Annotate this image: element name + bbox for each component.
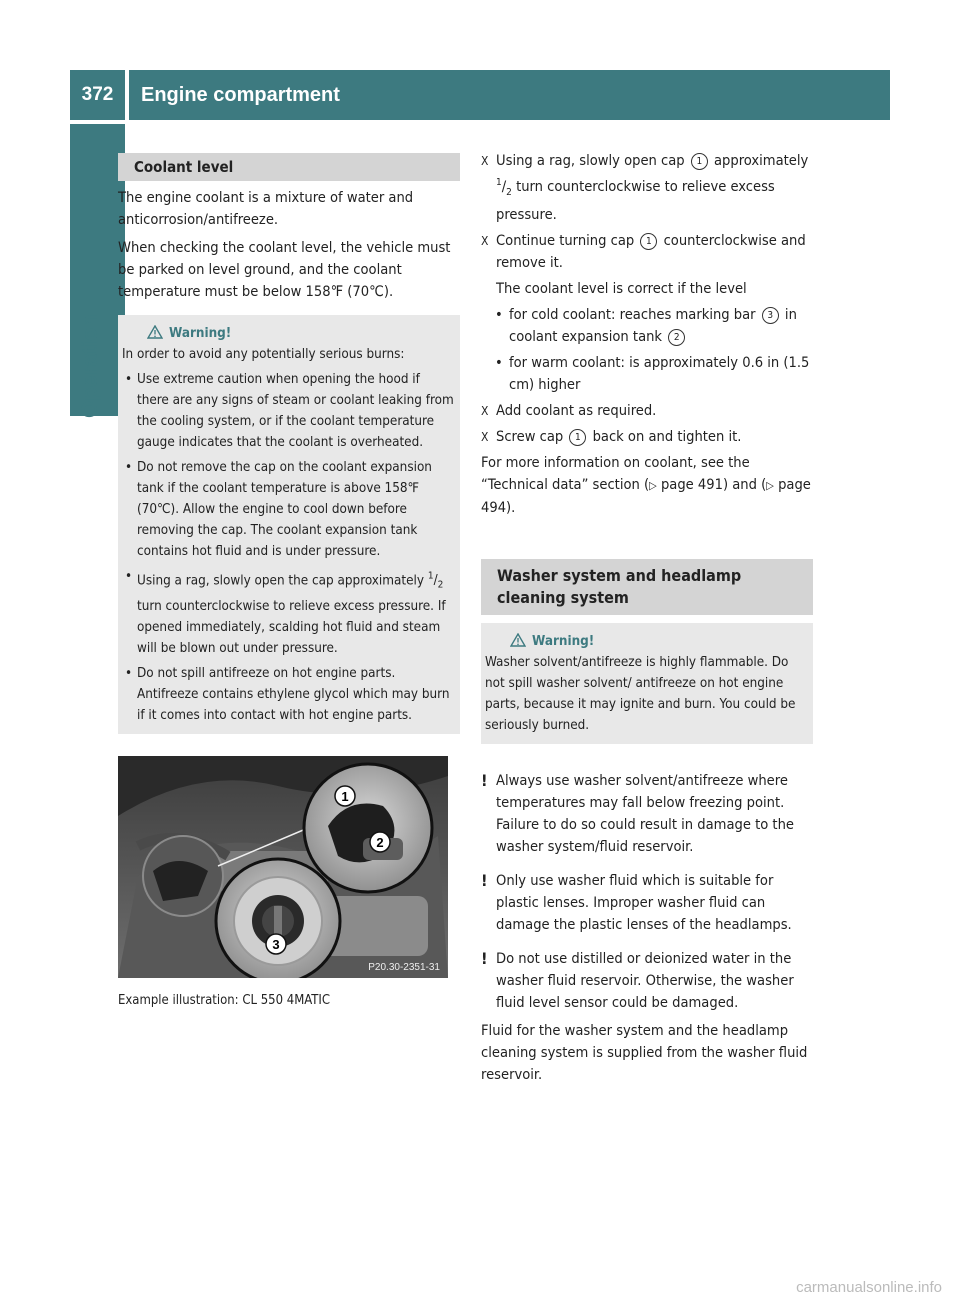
warning-box <box>118 315 460 734</box>
bullet-icon: • <box>495 353 503 371</box>
step-icon: X <box>481 154 489 168</box>
step-icon: X <box>481 429 489 444</box>
page-ref-icon: ▷ <box>766 478 774 492</box>
callout-1 <box>335 786 355 806</box>
bullet-icon: • <box>125 569 133 584</box>
coolant-para-2: When checking the coolant level, the vehicle must be parked on level ground, and the coolant temperature must be below 158℉ (70℃). <box>118 239 451 300</box>
callout-3-icon: 3 <box>762 307 779 324</box>
washer-heading: Washer system and headlamp cleaning system <box>481 559 813 615</box>
callout-1-icon: 1 <box>569 429 586 446</box>
more-info: For more information on coolant, see the “Technical data” section (▷ page 491) and (▷ page 494). <box>481 453 811 516</box>
page-header <box>70 70 890 120</box>
caution-icon: ! <box>481 948 488 968</box>
step-icon: X <box>481 233 489 248</box>
sub-bullet-1: • for cold coolant: reaches marking bar 3 in coolant expansion tank 2 <box>495 305 797 345</box>
washer-warning-box <box>481 623 813 744</box>
caution-icon: ! <box>481 770 488 790</box>
image-caption: Example illustration: CL 550 4MATIC <box>118 993 331 1009</box>
bullet-icon: • <box>495 305 503 323</box>
image-code: P20.30-2351-31 <box>368 962 440 974</box>
callout-2-icon: 2 <box>668 329 685 346</box>
step-2: X Continue turning cap 1 counterclockwise and remove it. <box>481 231 806 271</box>
washer-final: Fluid for the washer system and the headlamp cleaning system is supplied from the washer fluid reservoir. <box>481 1021 808 1083</box>
note-1: ! Always use washer solvent/antifreeze where temperatures may fall below freezing point. Failure to do so could result in damage to the washer system/fluid reservoir. <box>481 770 794 855</box>
callout-2 <box>370 832 390 852</box>
callout-1-icon: 1 <box>640 233 657 250</box>
callout-1-icon: 1 <box>691 153 708 170</box>
caution-icon: ! <box>481 870 488 890</box>
step-1: X Using a rag, slowly open cap 1 approximately $^1/_2$ turn counterclockwise to relieve excess pressure. <box>481 152 809 223</box>
bullet-icon: • <box>125 460 133 475</box>
page-ref-icon: ▷ <box>649 478 657 492</box>
svg-text:1: 1 <box>341 789 349 805</box>
svg-text:3: 3 <box>272 937 280 953</box>
bullet-icon: • <box>125 666 133 682</box>
warning-bullet-1: • Use extreme caution when opening the hood if there are any signs of steam or coolant leaking from the cooling system, or if the coolant temperature gauge indicates that the coolant is overheated. <box>122 369 454 453</box>
washer-warning-text: Washer solvent/antifreeze is highly flammable. Do not spill washer solvent/ antifreeze on hot engine parts, because it may ignite and burn. You could be seriously burned. <box>485 654 796 733</box>
watermark: carmanualsonline.info <box>796 1279 942 1296</box>
step-3: X Add coolant as required. <box>481 400 813 422</box>
engine-photo <box>118 756 448 978</box>
coolant-heading: Coolant level <box>118 153 460 181</box>
left-column <box>118 150 460 1012</box>
note-3: ! Do not use distilled or deionized water in the washer fluid reservoir. Otherwise, the washer fluid level sensor could be damaged. <box>481 948 794 1011</box>
coolant-para-1: The engine coolant is a mixture of water and anticorrosion/antifreeze. <box>118 189 414 228</box>
bullet-icon: • <box>125 372 133 387</box>
warning-title: Warning! <box>147 323 454 344</box>
page-title: Engine compartment <box>129 70 890 120</box>
coolant-correct-text: The coolant level is correct if the level <box>496 279 747 297</box>
sub-bullet-2: • for warm coolant: is approximately 0.6 in (1.5 cm) higher <box>495 353 810 393</box>
warning-bullet-4: • Do not spill antifreeze on hot engine parts. Antifreeze contains ethylene glycol which may burn if it comes into contact with hot engine parts. <box>122 663 454 726</box>
callout-3 <box>266 934 286 954</box>
step-4: X Screw cap 1 back on and tighten it. <box>481 426 813 448</box>
engine-illustration <box>118 756 460 978</box>
note-2: ! Only use washer fluid which is suitable for plastic lenses. Improper washer fluid can damage the plastic lenses of the headlamps. <box>481 870 792 933</box>
right-column <box>481 150 813 1092</box>
warning-bullet-3: • Using a rag, slowly open the cap approximately $^1/_2$ turn counterclockwise to relieve excess pressure. If opened immediately, scalding hot fluid and steam will be blown out under pressure. <box>122 566 454 659</box>
warning-title: Warning! <box>510 631 807 652</box>
warning-intro: In order to avoid any potentially serious burns: <box>122 347 405 362</box>
page-number: 372 <box>70 70 125 120</box>
warning-triangle-icon <box>510 633 526 647</box>
warning-bullet-2: • Do not remove the cap on the coolant expansion tank if the coolant temperature is above 158℉ (70℃). Allow the engine to cool down before removing the cap. The coolant expansion tank contains hot fluid and is under pressure. <box>122 457 454 562</box>
step-icon: X <box>481 403 489 418</box>
warning-triangle-icon <box>147 325 163 339</box>
svg-text:2: 2 <box>376 835 384 851</box>
